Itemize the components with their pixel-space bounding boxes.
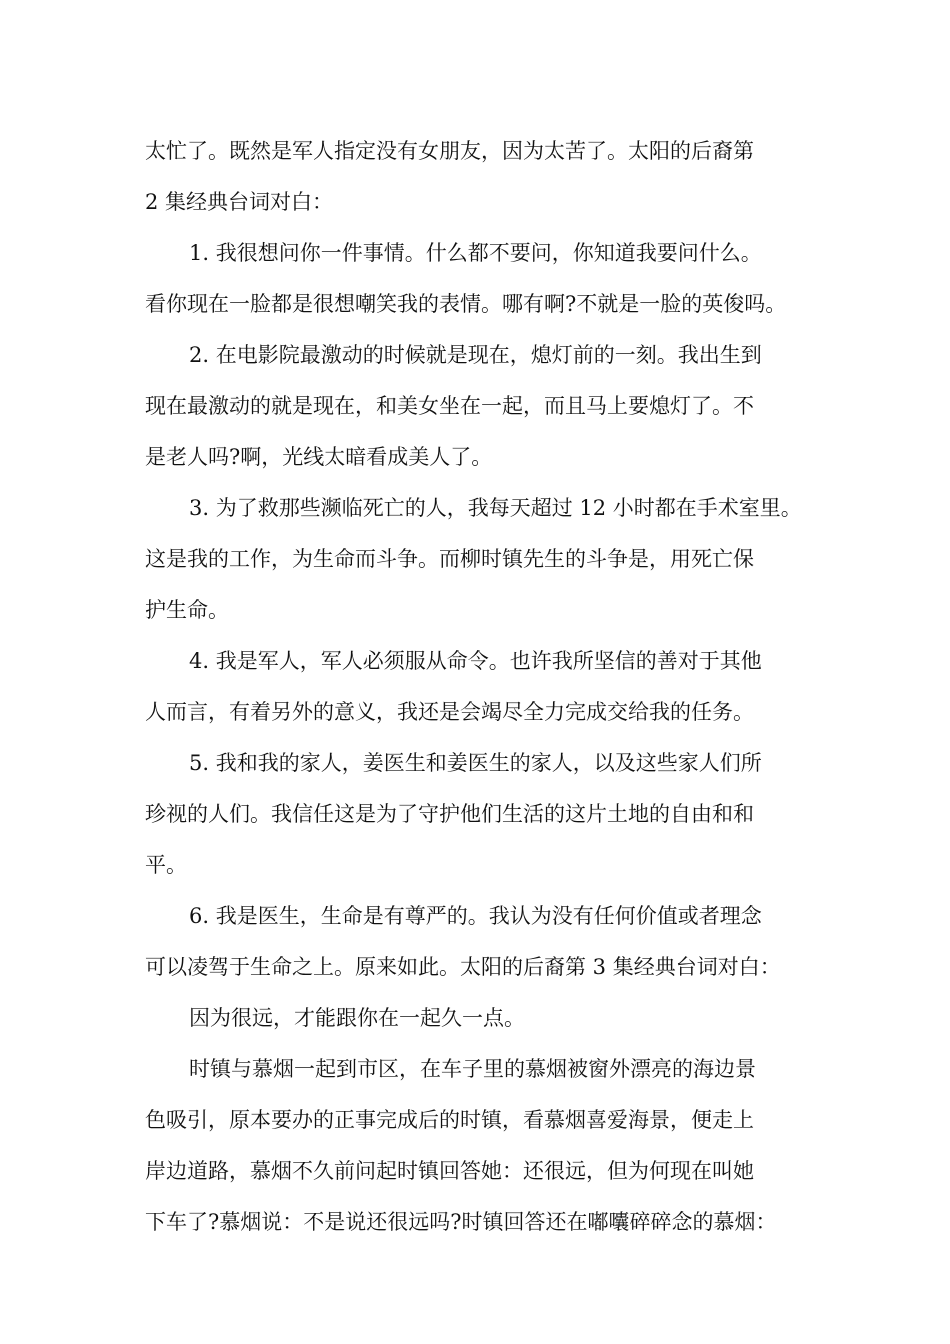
paragraph-line: 色吸引，原本要办的正事完成后的时镇，看慕烟喜爱海景，便走上 <box>145 1108 754 1132</box>
list-item-3-line: 护生命。 <box>145 598 229 622</box>
list-item-6-line: 6. 我是医生，生命是有尊严的。我认为没有任何价值或者理念 <box>189 904 762 928</box>
paragraph-line: 下车了?慕烟说：不是说还很远吗?时镇回答还在嘟囔碎碎念的慕烟： <box>145 1210 777 1234</box>
paragraph-line: 时镇与慕烟一起到市区，在车子里的慕烟被窗外漂亮的海边景 <box>189 1057 756 1081</box>
list-item-2-line: 2. 在电影院最激动的时候就是现在，熄灯前的一刻。我出生到 <box>189 343 762 367</box>
list-item-2-line: 是老人吗?啊，光线太暗看成美人了。 <box>145 445 493 469</box>
list-item-5-line: 珍视的人们。我信任这是为了守护他们生活的这片土地的自由和和 <box>145 802 754 826</box>
text-line: 2 集经典台词对白： <box>145 190 334 214</box>
text-line: 太忙了。既然是军人指定没有女朋友，因为太苦了。太阳的后裔第 <box>145 139 754 163</box>
list-item-5-line: 平。 <box>145 853 187 877</box>
paragraph-line: 岸边道路，慕烟不久前问起时镇回答她：还很远，但为何现在叫她 <box>145 1159 754 1183</box>
paragraph-line: 因为很远，才能跟你在一起久一点。 <box>189 1006 525 1030</box>
list-item-3-line: 3. 为了救那些濒临死亡的人，我每天超过 12 小时都在手术室里。 <box>189 496 802 520</box>
list-item-4-line: 人而言，有着另外的意义，我还是会竭尽全力完成交给我的任务。 <box>145 700 754 724</box>
list-item-3-line: 这是我的工作，为生命而斗争。而柳时镇先生的斗争是，用死亡保 <box>145 547 754 571</box>
list-item-4-line: 4. 我是军人，军人必须服从命令。也许我所坚信的善对于其他 <box>189 649 762 673</box>
list-item-2-line: 现在最激动的就是现在，和美女坐在一起，而且马上要熄灯了。不 <box>145 394 754 418</box>
body-text <box>145 126 825 1248</box>
list-item-6-line: 可以凌驾于生命之上。原来如此。太阳的后裔第 3 集经典台词对白： <box>145 955 781 979</box>
list-item-5-line: 5. 我和我的家人，姜医生和姜医生的家人，以及这些家人们所 <box>189 751 762 775</box>
list-item-1-line: 看你现在一脸都是很想嘲笑我的表情。哪有啊?不就是一脸的英俊吗。 <box>145 292 787 316</box>
list-item-1-line: 1. 我很想问你一件事情。什么都不要问，你知道我要问什么。 <box>189 241 762 265</box>
